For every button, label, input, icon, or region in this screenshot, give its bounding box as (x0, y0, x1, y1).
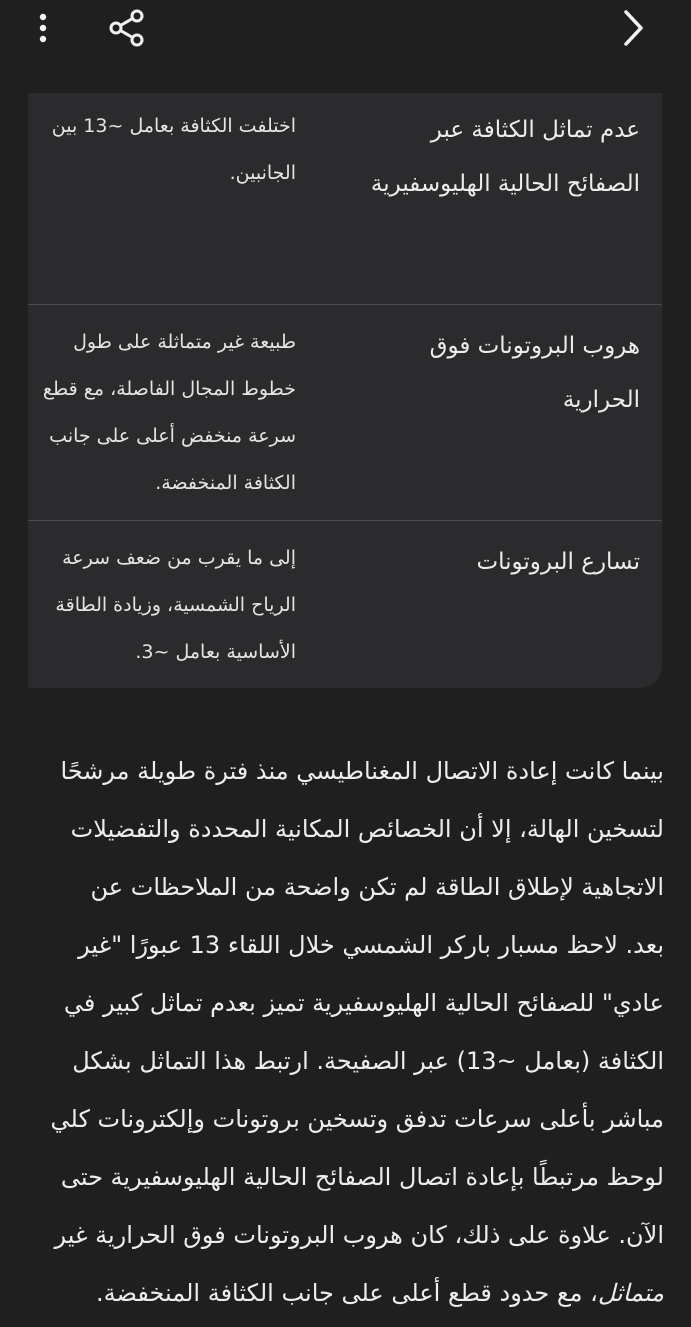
table-row (28, 521, 662, 688)
more-vertical-icon (37, 12, 49, 44)
table-cell-observation: تسارع البروتونات (476, 549, 640, 575)
paragraph-line: لتسخين الهالة، إلا أن الخصائص المكانية المحددة والتفضيلات (70, 815, 664, 843)
table-cell-observation: عدم تماثل الكثافة عبر الصفائح الحالية الهليوسفيرية (370, 117, 640, 197)
paragraph-line: عادي" للصفائح الحالية الهليوسفيرية تميز بعدم تماثل كبير في (63, 989, 664, 1017)
paragraph-line-rest: ، مع حدود قطع أعلى على جانب الكثافة المنخفضة. (96, 1279, 598, 1307)
paragraph-last-line (24, 1264, 664, 1322)
comparison-table (0, 93, 662, 688)
paragraph-line: الاتجاهية لإطلاق الطاقة لم تكن واضحة من الملاحظات عن (90, 873, 664, 901)
table-row (28, 93, 662, 305)
share-button[interactable] (102, 4, 152, 52)
paragraph-line: بينما كانت إعادة الاتصال المغناطيسي منذ فترة طويلة مرشحًا (60, 757, 664, 785)
chevron-right-icon (620, 8, 646, 48)
table-body (28, 93, 662, 688)
emphasized-word: متماثل (597, 1279, 664, 1307)
table-cell-observation: هروب البروتونات فوق الحرارية (429, 333, 640, 413)
forward-button[interactable] (608, 4, 658, 52)
table-row (28, 305, 662, 521)
paragraph-line: لوحظ مرتبطًا بإعادة اتصال الصفائح الحالية الهليوسفيرية حتى (60, 1163, 664, 1191)
share-icon (108, 8, 146, 48)
table-cell-description: إلى ما يقرب من ضعف سرعة الرياح الشمسية، وزيادة الطاقة الأساسية بعامل ~3. (55, 547, 296, 663)
paragraph-line: الآن. علاوة على ذلك، كان هروب البروتونات فوق الحرارية غير (54, 1221, 664, 1249)
paragraph-line: بعد. لاحظ مسبار باركر الشمسي خلال اللقاء 13 عبورًا "غير (78, 931, 664, 959)
paragraph-line: الكثافة (بعامل ~13) عبر الصفيحة. ارتبط هذا التماثل بشكل (72, 1047, 664, 1075)
table-cell-description: اختلفت الكثافة بعامل ~13 بين الجانبين. (51, 115, 296, 184)
paragraph-line: مباشر بأعلى سرعات تدفق وتسخين بروتونات وإلكترونات كلي (50, 1105, 664, 1133)
top-toolbar (0, 0, 691, 60)
article-paragraph (24, 742, 664, 1322)
more-options-button[interactable] (26, 8, 60, 48)
table-cell-description: طبيعة غير متماثلة على طول خطوط المجال الفاصلة، مع قطع سرعة منخفض أعلى على جانب الكثافة المنخفضة. (42, 331, 296, 494)
